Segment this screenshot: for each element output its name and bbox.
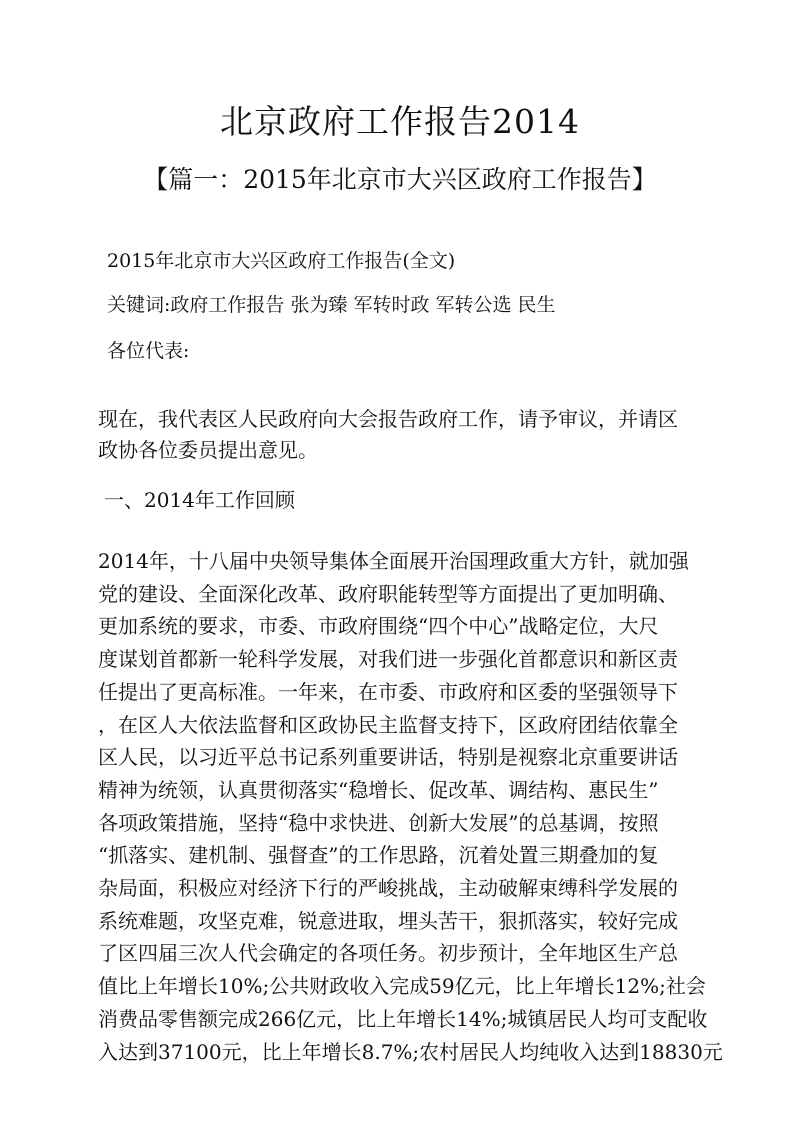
- paragraph-line: 政协各位委员提出意见。: [98, 438, 318, 462]
- paragraph-line: 杂局面，积极应对经济下行的严峻挑战，主动破解束缚科学发展的: [98, 876, 678, 901]
- paragraph-line: 现在，我代表区人民政府向大会报告政府工作，请予审议，并请区: [98, 407, 678, 431]
- keywords-line: 关键词:政府工作报告 张为臻 军转时政 军转公选 民生: [107, 294, 556, 316]
- paragraph-line: 区人民，以习近平总书记系列重要讲话，特别是视察北京重要讲话: [98, 745, 678, 770]
- paragraph-line: 更加系统的要求，市委、市政府围绕“四个中心”战略定位，大尺: [98, 614, 659, 639]
- report-heading: 2015年北京市大兴区政府工作报告(全文): [107, 250, 456, 272]
- paragraph-line: 系统难题，攻坚克难，锐意进取，埋头苦干，狠抓落实，较好完成: [98, 908, 678, 933]
- paragraph-line: “抓落实、建机制、强督查”的工作思路，沉着处置三期叠加的复: [98, 843, 659, 868]
- paragraph-line: 任提出了更高标准。一年来，在市委、市政府和区委的坚强领导下: [98, 679, 678, 704]
- document-subtitle: 【篇一：2015年北京市大兴区政府工作报告】: [143, 165, 657, 194]
- body-paragraph: [98, 545, 723, 1068]
- section-heading: 一、2014年工作回顾: [104, 488, 295, 512]
- paragraph-line: 各项政策措施，坚持“稳中求快进、创新大发展”的总基调，按照: [98, 810, 659, 835]
- paragraph-line: 值比上年增长10%;公共财政收入完成59亿元，比上年增长12%;社会: [98, 974, 706, 999]
- paragraph-line: ，在区人大依法监督和区政协民主监督支持下，区政府团结依靠全: [98, 712, 678, 737]
- paragraph-line: 入达到37100元，比上年增长8.7%;农村居民人均纯收入达到18830元: [98, 1039, 723, 1064]
- paragraph-line: 消费品零售额完成266亿元，比上年增长14%;城镇居民人均可支配收: [98, 1006, 708, 1031]
- paragraph-line: 2014年，十八届中央领导集体全面展开治国理政重大方针，就加强: [98, 549, 689, 573]
- document-title: 北京政府工作报告2014: [220, 102, 580, 141]
- paragraph-line: 度谋划首都新一轮科学发展，对我们进一步强化首都意识和新区责: [98, 647, 678, 672]
- salutation: 各位代表:: [107, 340, 190, 362]
- paragraph-line: 了区四届三次人代会确定的各项任务。初步预计，全年地区生产总: [98, 941, 678, 966]
- paragraph-line: 精神为统领，认真贯彻落实“稳增长、促改革、调结构、惠民生”: [98, 777, 659, 802]
- intro-paragraph: [98, 404, 708, 466]
- paragraph-line: 党的建设、全面深化改革、政府职能转型等方面提出了更加明确、: [98, 581, 678, 606]
